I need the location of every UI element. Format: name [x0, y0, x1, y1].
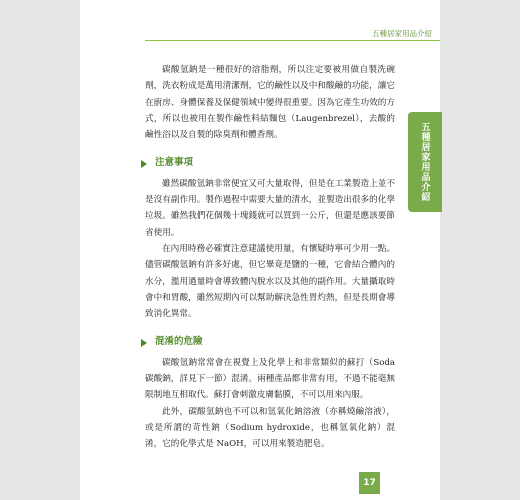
chapter-side-tab: 五種居家用品介紹: [408, 112, 442, 212]
section-title: 混淆的危險: [155, 336, 203, 348]
body-paragraph: 在內用時務必確實注意建議使用量，有懷疑時寧可少用一點。儘管碳酸氫鈉有許多好處，但它畢竟是鹽的一種，它會結合體內的水分，濫用過量時會導致體內脫水以及其他的副作用。大量攝取時會中和胃酸，雖然短期內可以幫助解決急性胃灼熱，但是長期會導致消化異常。: [145, 243, 395, 320]
section-heading-confusion: [141, 334, 395, 350]
section-heading-notes: [141, 155, 395, 171]
triangle-bullet-icon: [141, 339, 147, 347]
page-number: 17: [359, 472, 380, 494]
body-paragraph: 雖然碳酸氫鈉非常便宜又可大量取得，但是在工業製造上並不是沒有副作用。製作過程中需要大量的清水，並製造出很多的化學垃圾。雖然我們花個幾十塊錢就可以買到一公斤，但還是應該要節省使用。: [145, 178, 395, 238]
page-content: [145, 62, 395, 453]
intro-paragraph: 碳酸氫鈉是一種很好的溶脂劑，所以注定要被用做自製洗碗劑，洗衣粉成是萬用清潔劑，它的鹼性以及中和酸鹼的功能，讓它在廚房、身體保養及保健領域中變得很重要。因為它產生功效的方式，所以也被用在製作鹼性料結麵包（Laugenbrezel），去酸的鹼性浴以及自製的除臭劑和體香劑。: [145, 65, 395, 141]
running-title: 五種居家用品介紹: [372, 29, 432, 38]
body-paragraph: 碳酸氫鈉常常會在視覺上及化學上和非常類似的蘇打（Soda 碳酸鈉，詳見下一節）混淆。兩種產品都非常有用，不過不能毫無限制地互相取代。蘇打會刺激皮膚黏膜，不可以用來內服。: [145, 357, 395, 401]
header-rule: [145, 40, 440, 41]
section-title: 注意事項: [155, 157, 194, 169]
body-paragraph: 此外，碳酸氫鈉也不可以和氫氧化鈉溶液（亦稱燒鹼溶液），或是所謂的苛性鈉（Sodium hydroxide，也稱氫氧化鈉）混淆，它的化學式是 NaOH，可以用來製造肥皂。: [145, 406, 395, 450]
triangle-bullet-icon: [141, 160, 147, 168]
